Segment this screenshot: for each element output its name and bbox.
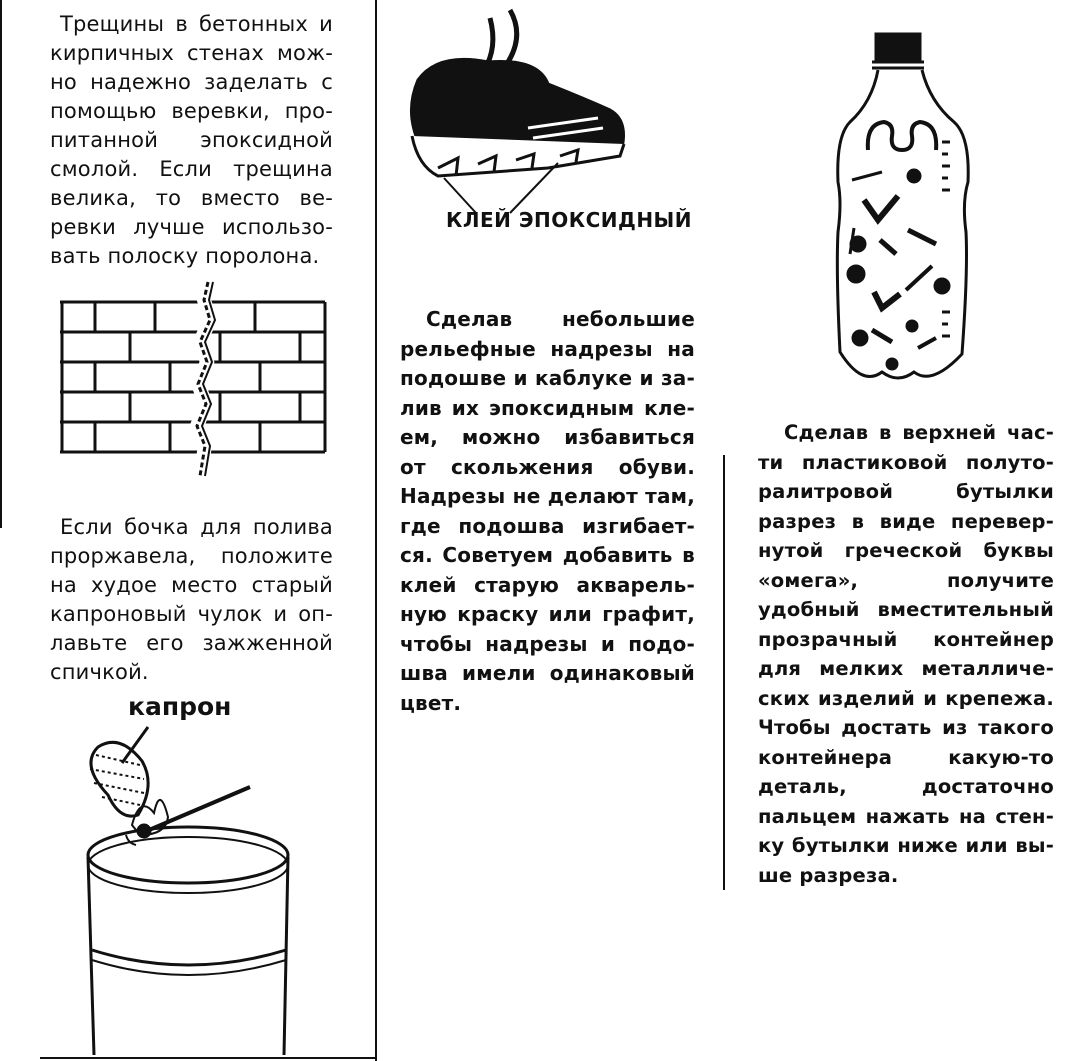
text-line: лавьте его зажженной — [50, 631, 333, 655]
text-line: разрез в виде перевер- — [758, 509, 1054, 533]
text-line: капроновый чулок и оп- — [50, 602, 333, 626]
text-line: пальцем нажать на стен- — [758, 804, 1054, 828]
text-line: рельефные надрезы на — [400, 336, 695, 361]
brick-wall-illustration — [60, 280, 330, 480]
text-line: ти пластиковой полуто- — [758, 450, 1054, 474]
text-line: шва имели одинаковый — [400, 661, 695, 685]
text-line: проржавела, положите — [50, 544, 333, 568]
text-line: помощью веревки, про- — [50, 99, 333, 123]
epoxy-glue-label: КЛЕЙ ЭПОКСИДНЫЙ — [446, 208, 693, 232]
shoe-illustration — [398, 8, 638, 208]
text-line: Чтобы достать из такого — [758, 716, 1054, 739]
text-line: кирпичных стенах мож- — [50, 41, 333, 65]
text-line: Если бочка для полива — [60, 515, 333, 539]
text-line: спичкой. — [50, 660, 149, 684]
text-line: подошве и каблуке и за- — [400, 366, 695, 390]
text-line: питанной эпоксидной — [50, 128, 333, 152]
column1-bottom-rule — [40, 1057, 377, 1059]
barrel-illustration — [70, 725, 310, 1055]
text-line: вать полоску поролона. — [50, 244, 320, 268]
text-line: деталь, достаточно — [758, 775, 1054, 798]
text-line: смолой. Если трещина — [50, 157, 333, 181]
kapron-label: капрон — [128, 692, 232, 721]
text-line: ся. Советуем добавить в — [400, 543, 695, 567]
shoe-paragraph — [400, 305, 695, 718]
bottle-paragraph — [758, 418, 1054, 890]
bottle-illustration — [832, 32, 982, 392]
text-line: ралитровой бутылки — [758, 480, 1054, 503]
text-line: цвет. — [400, 690, 462, 715]
text-line: удобный вместительный — [758, 598, 1054, 621]
barrel-paragraph — [50, 513, 333, 687]
text-line: ем, можно избавиться — [400, 425, 695, 449]
brick-crack-paragraph — [50, 10, 333, 271]
text-line: Сделав в верхней час- — [784, 421, 1054, 444]
column1-right-rule — [375, 0, 377, 1061]
text-line: но надежно заделать с — [50, 70, 333, 94]
text-line: велика, то вместо ве- — [50, 186, 333, 210]
text-line: лив их эпоксидным кле- — [400, 395, 695, 420]
text-line: Трещины в бетонных и — [60, 12, 333, 36]
text-line: клей старую акварель- — [400, 572, 695, 597]
column1-left-rule — [0, 0, 2, 528]
text-line: «омега», получите — [758, 568, 1054, 592]
text-line: Сделав небольшие — [426, 307, 695, 331]
text-line: где подошва изгибает- — [400, 513, 695, 538]
text-line: ную краску или графит, — [400, 602, 695, 626]
text-line: прозрачный контейнер — [758, 627, 1054, 651]
column3-left-rule — [723, 455, 725, 890]
text-line: на худое место старый — [50, 573, 333, 597]
text-line: ревки лучше использо- — [50, 215, 333, 239]
text-line: ских изделий и крепежа. — [758, 686, 1054, 710]
text-line: для мелких металличе- — [758, 657, 1054, 680]
text-line: чтобы надрезы и подо- — [400, 631, 695, 656]
text-line: ше разреза. — [758, 863, 899, 887]
text-line: ку бутылки ниже или вы- — [758, 834, 1054, 857]
text-line: нутой греческой буквы — [758, 539, 1054, 562]
text-line: от скольжения обуви. — [400, 454, 695, 479]
text-line: контейнера какую-то — [758, 745, 1054, 769]
text-line: Надрезы не делают там, — [400, 484, 695, 508]
